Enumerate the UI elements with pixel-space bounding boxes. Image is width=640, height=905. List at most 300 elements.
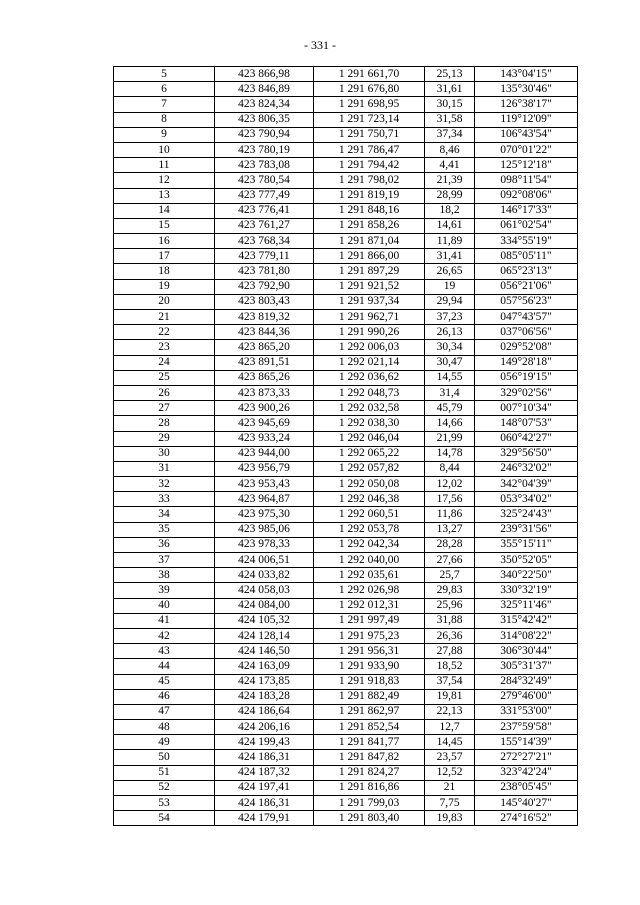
point-number-cell: 12 [114,173,215,188]
y-coordinate-cell: 1 292 050,08 [314,477,425,492]
length-cell: 28,99 [425,188,475,203]
x-coordinate-cell: 423 866,98 [215,67,314,82]
coordinates-table [113,66,578,826]
length-cell: 26,65 [425,264,475,279]
y-coordinate-cell: 1 292 032,58 [314,401,425,416]
y-coordinate-cell: 1 291 990,26 [314,325,425,340]
bearing-cell: 119°12'09" [475,112,578,127]
y-coordinate-cell: 1 291 862,97 [314,704,425,719]
x-coordinate-cell: 424 058,03 [215,583,314,598]
y-coordinate-cell: 1 292 060,51 [314,507,425,522]
x-coordinate-cell: 424 033,82 [215,568,314,583]
point-number-cell: 13 [114,188,215,203]
point-number-cell: 41 [114,613,215,628]
point-number-cell: 33 [114,492,215,507]
bearing-cell: 325°24'43" [475,507,578,522]
x-coordinate-cell: 423 777,49 [215,188,314,203]
y-coordinate-cell: 1 291 918,83 [314,674,425,689]
y-coordinate-cell: 1 292 042,34 [314,537,425,552]
table-row [114,370,578,385]
point-number-cell: 31 [114,461,215,476]
x-coordinate-cell: 423 944,00 [215,446,314,461]
table-row [114,294,578,309]
bearing-cell: 125°12'18" [475,158,578,173]
point-number-cell: 18 [114,264,215,279]
length-cell: 26,13 [425,325,475,340]
point-number-cell: 20 [114,294,215,309]
y-coordinate-cell: 1 291 997,49 [314,613,425,628]
length-cell: 31,58 [425,112,475,127]
point-number-cell: 9 [114,127,215,142]
x-coordinate-cell: 423 945,69 [215,416,314,431]
table-row [114,401,578,416]
y-coordinate-cell: 1 291 933,90 [314,659,425,674]
y-coordinate-cell: 1 291 799,03 [314,796,425,811]
table-row [114,628,578,643]
x-coordinate-cell: 424 006,51 [215,553,314,568]
y-coordinate-cell: 1 292 036,62 [314,370,425,385]
y-coordinate-cell: 1 291 852,54 [314,720,425,735]
length-cell: 25,96 [425,598,475,613]
x-coordinate-cell: 423 900,26 [215,401,314,416]
x-coordinate-cell: 423 985,06 [215,522,314,537]
length-cell: 8,46 [425,142,475,157]
x-coordinate-cell: 423 865,20 [215,340,314,355]
table-row [114,249,578,264]
bearing-cell: 342°04'39" [475,477,578,492]
x-coordinate-cell: 423 819,32 [215,310,314,325]
x-coordinate-cell: 423 824,34 [215,97,314,112]
x-coordinate-cell: 423 865,26 [215,370,314,385]
length-cell: 31,61 [425,82,475,97]
y-coordinate-cell: 1 291 897,29 [314,264,425,279]
length-cell: 29,94 [425,294,475,309]
x-coordinate-cell: 423 780,19 [215,142,314,157]
coordinates-table-body [114,67,578,826]
table-row [114,598,578,613]
y-coordinate-cell: 1 291 750,71 [314,127,425,142]
point-number-cell: 52 [114,780,215,795]
point-number-cell: 47 [114,704,215,719]
bearing-cell: 106°43'54" [475,127,578,142]
length-cell: 30,47 [425,355,475,370]
x-coordinate-cell: 424 173,85 [215,674,314,689]
point-number-cell: 36 [114,537,215,552]
table-row [114,765,578,780]
length-cell: 11,86 [425,507,475,522]
y-coordinate-cell: 1 291 882,49 [314,689,425,704]
y-coordinate-cell: 1 291 921,52 [314,279,425,294]
table-row [114,310,578,325]
table-row [114,492,578,507]
point-number-cell: 24 [114,355,215,370]
table-row [114,67,578,82]
point-number-cell: 8 [114,112,215,127]
table-row [114,173,578,188]
length-cell: 4,41 [425,158,475,173]
x-coordinate-cell: 424 197,41 [215,780,314,795]
table-row [114,811,578,826]
y-coordinate-cell: 1 292 021,14 [314,355,425,370]
y-coordinate-cell: 1 292 006,03 [314,340,425,355]
y-coordinate-cell: 1 291 975,23 [314,628,425,643]
x-coordinate-cell: 423 964,87 [215,492,314,507]
y-coordinate-cell: 1 291 676,80 [314,82,425,97]
x-coordinate-cell: 423 975,30 [215,507,314,522]
bearing-cell: 092°08'06" [475,188,578,203]
length-cell: 37,54 [425,674,475,689]
y-coordinate-cell: 1 292 048,73 [314,385,425,400]
x-coordinate-cell: 424 179,91 [215,811,314,826]
table-row [114,340,578,355]
table-row [114,780,578,795]
length-cell: 19,83 [425,811,475,826]
bearing-cell: 056°19'15" [475,370,578,385]
point-number-cell: 46 [114,689,215,704]
bearing-cell: 070°01'22" [475,142,578,157]
bearing-cell: 279°46'00" [475,689,578,704]
length-cell: 31,4 [425,385,475,400]
x-coordinate-cell: 423 780,54 [215,173,314,188]
y-coordinate-cell: 1 292 038,30 [314,416,425,431]
y-coordinate-cell: 1 291 816,86 [314,780,425,795]
bearing-cell: 334°55'19" [475,234,578,249]
point-number-cell: 14 [114,203,215,218]
x-coordinate-cell: 423 781,80 [215,264,314,279]
table-row [114,720,578,735]
bearing-cell: 331°53'00" [475,704,578,719]
y-coordinate-cell: 1 292 057,82 [314,461,425,476]
length-cell: 37,23 [425,310,475,325]
bearing-cell: 329°56'50" [475,446,578,461]
length-cell: 26,36 [425,628,475,643]
y-coordinate-cell: 1 292 012,31 [314,598,425,613]
bearing-cell: 284°32'49" [475,674,578,689]
y-coordinate-cell: 1 291 661,70 [314,67,425,82]
bearing-cell: 056°21'06" [475,279,578,294]
length-cell: 8,44 [425,461,475,476]
length-cell: 25,7 [425,568,475,583]
x-coordinate-cell: 424 084,00 [215,598,314,613]
table-row [114,796,578,811]
x-coordinate-cell: 423 768,34 [215,234,314,249]
y-coordinate-cell: 1 291 794,42 [314,158,425,173]
table-row [114,644,578,659]
y-coordinate-cell: 1 291 841,77 [314,735,425,750]
x-coordinate-cell: 423 761,27 [215,218,314,233]
point-number-cell: 29 [114,431,215,446]
table-row [114,218,578,233]
point-number-cell: 7 [114,97,215,112]
point-number-cell: 23 [114,340,215,355]
point-number-cell: 42 [114,628,215,643]
table-row [114,613,578,628]
bearing-cell: 047°43'57" [475,310,578,325]
x-coordinate-cell: 424 186,64 [215,704,314,719]
length-cell: 14,78 [425,446,475,461]
table-row [114,416,578,431]
point-number-cell: 22 [114,325,215,340]
table-row [114,704,578,719]
bearing-cell: 272°27'21" [475,750,578,765]
length-cell: 12,52 [425,765,475,780]
bearing-cell: 246°32'02" [475,461,578,476]
point-number-cell: 37 [114,553,215,568]
table-row [114,553,578,568]
length-cell: 14,45 [425,735,475,750]
bearing-cell: 325°11'46" [475,598,578,613]
x-coordinate-cell: 424 199,43 [215,735,314,750]
table-row [114,203,578,218]
y-coordinate-cell: 1 291 956,31 [314,644,425,659]
bearing-cell: 239°31'56" [475,522,578,537]
table-row [114,507,578,522]
point-number-cell: 34 [114,507,215,522]
y-coordinate-cell: 1 291 803,40 [314,811,425,826]
bearing-cell: 145°40'27" [475,796,578,811]
y-coordinate-cell: 1 291 866,00 [314,249,425,264]
length-cell: 31,88 [425,613,475,628]
y-coordinate-cell: 1 292 046,38 [314,492,425,507]
x-coordinate-cell: 423 953,43 [215,477,314,492]
point-number-cell: 5 [114,67,215,82]
bearing-cell: 340°22'50" [475,568,578,583]
length-cell: 14,66 [425,416,475,431]
x-coordinate-cell: 423 803,43 [215,294,314,309]
bearing-cell: 029°52'08" [475,340,578,355]
point-number-cell: 32 [114,477,215,492]
y-coordinate-cell: 1 291 824,27 [314,765,425,780]
bearing-cell: 306°30'44" [475,644,578,659]
length-cell: 14,61 [425,218,475,233]
x-coordinate-cell: 423 790,94 [215,127,314,142]
length-cell: 14,55 [425,370,475,385]
table-row [114,461,578,476]
point-number-cell: 25 [114,370,215,385]
length-cell: 19 [425,279,475,294]
table-row [114,522,578,537]
point-number-cell: 51 [114,765,215,780]
point-number-cell: 54 [114,811,215,826]
bearing-cell: 053°34'02" [475,492,578,507]
point-number-cell: 19 [114,279,215,294]
x-coordinate-cell: 424 128,14 [215,628,314,643]
point-number-cell: 17 [114,249,215,264]
table-row [114,750,578,765]
y-coordinate-cell: 1 291 871,04 [314,234,425,249]
bearing-cell: 037°06'56" [475,325,578,340]
length-cell: 12,02 [425,477,475,492]
length-cell: 7,75 [425,796,475,811]
length-cell: 37,34 [425,127,475,142]
point-number-cell: 10 [114,142,215,157]
bearing-cell: 065°23'13" [475,264,578,279]
table-row [114,325,578,340]
x-coordinate-cell: 423 956,79 [215,461,314,476]
y-coordinate-cell: 1 291 786,47 [314,142,425,157]
bearing-cell: 315°42'42" [475,613,578,628]
bearing-cell: 314°08'22" [475,628,578,643]
point-number-cell: 50 [114,750,215,765]
y-coordinate-cell: 1 292 035,61 [314,568,425,583]
table-row [114,477,578,492]
table-row [114,188,578,203]
length-cell: 31,41 [425,249,475,264]
bearing-cell: 126°38'17" [475,97,578,112]
length-cell: 21,99 [425,431,475,446]
y-coordinate-cell: 1 291 847,82 [314,750,425,765]
bearing-cell: 323°42'24" [475,765,578,780]
length-cell: 17,56 [425,492,475,507]
point-number-cell: 30 [114,446,215,461]
y-coordinate-cell: 1 291 858,26 [314,218,425,233]
point-number-cell: 53 [114,796,215,811]
bearing-cell: 060°42'27" [475,431,578,446]
table-row [114,112,578,127]
bearing-cell: 274°16'52" [475,811,578,826]
table-row [114,127,578,142]
length-cell: 28,28 [425,537,475,552]
y-coordinate-cell: 1 291 798,02 [314,173,425,188]
table-row [114,82,578,97]
point-number-cell: 48 [114,720,215,735]
table-row [114,355,578,370]
x-coordinate-cell: 424 186,31 [215,750,314,765]
y-coordinate-cell: 1 291 962,71 [314,310,425,325]
length-cell: 19,81 [425,689,475,704]
x-coordinate-cell: 423 806,35 [215,112,314,127]
length-cell: 22,13 [425,704,475,719]
x-coordinate-cell: 423 933,24 [215,431,314,446]
table-row [114,568,578,583]
table-row [114,279,578,294]
length-cell: 27,88 [425,644,475,659]
x-coordinate-cell: 423 978,33 [215,537,314,552]
x-coordinate-cell: 423 846,89 [215,82,314,97]
table-row [114,689,578,704]
length-cell: 29,83 [425,583,475,598]
x-coordinate-cell: 423 779,11 [215,249,314,264]
x-coordinate-cell: 423 783,08 [215,158,314,173]
x-coordinate-cell: 423 792,90 [215,279,314,294]
x-coordinate-cell: 424 163,09 [215,659,314,674]
y-coordinate-cell: 1 292 040,00 [314,553,425,568]
table-row [114,142,578,157]
page-number: - 331 - [304,38,336,52]
length-cell: 12,7 [425,720,475,735]
bearing-cell: 007°10'34" [475,401,578,416]
x-coordinate-cell: 424 187,32 [215,765,314,780]
point-number-cell: 49 [114,735,215,750]
length-cell: 45,79 [425,401,475,416]
table-row [114,446,578,461]
y-coordinate-cell: 1 292 065,22 [314,446,425,461]
y-coordinate-cell: 1 291 698,95 [314,97,425,112]
point-number-cell: 35 [114,522,215,537]
y-coordinate-cell: 1 292 053,78 [314,522,425,537]
y-coordinate-cell: 1 292 026,98 [314,583,425,598]
bearing-cell: 329°02'56" [475,385,578,400]
point-number-cell: 11 [114,158,215,173]
bearing-cell: 135°30'46" [475,82,578,97]
x-coordinate-cell: 424 146,50 [215,644,314,659]
length-cell: 11,89 [425,234,475,249]
length-cell: 18,2 [425,203,475,218]
point-number-cell: 39 [114,583,215,598]
x-coordinate-cell: 424 206,16 [215,720,314,735]
table-row [114,97,578,112]
table-row [114,583,578,598]
table-row [114,385,578,400]
point-number-cell: 21 [114,310,215,325]
y-coordinate-cell: 1 292 046,04 [314,431,425,446]
table-row [114,264,578,279]
bearing-cell: 305°31'37" [475,659,578,674]
y-coordinate-cell: 1 291 937,34 [314,294,425,309]
bearing-cell: 148°07'53" [475,416,578,431]
bearing-cell: 061°02'54" [475,218,578,233]
bearing-cell: 330°32'19" [475,583,578,598]
x-coordinate-cell: 423 776,41 [215,203,314,218]
bearing-cell: 238°05'45" [475,780,578,795]
table-row [114,431,578,446]
point-number-cell: 26 [114,385,215,400]
y-coordinate-cell: 1 291 723,14 [314,112,425,127]
x-coordinate-cell: 424 186,31 [215,796,314,811]
bearing-cell: 350°52'05" [475,553,578,568]
point-number-cell: 40 [114,598,215,613]
bearing-cell: 098°11'54" [475,173,578,188]
table-row [114,234,578,249]
length-cell: 25,13 [425,67,475,82]
bearing-cell: 143°04'15" [475,67,578,82]
length-cell: 18,52 [425,659,475,674]
point-number-cell: 16 [114,234,215,249]
point-number-cell: 6 [114,82,215,97]
point-number-cell: 45 [114,674,215,689]
bearing-cell: 237°59'58" [475,720,578,735]
table-row [114,537,578,552]
length-cell: 21 [425,780,475,795]
x-coordinate-cell: 423 891,51 [215,355,314,370]
length-cell: 30,15 [425,97,475,112]
y-coordinate-cell: 1 291 848,16 [314,203,425,218]
table-row [114,674,578,689]
table-row [114,158,578,173]
length-cell: 27,66 [425,553,475,568]
x-coordinate-cell: 424 105,32 [215,613,314,628]
table-row [114,735,578,750]
bearing-cell: 057°56'23" [475,294,578,309]
bearing-cell: 085°05'11" [475,249,578,264]
x-coordinate-cell: 423 844,36 [215,325,314,340]
length-cell: 13,27 [425,522,475,537]
bearing-cell: 155°14'39" [475,735,578,750]
length-cell: 30,34 [425,340,475,355]
length-cell: 23,57 [425,750,475,765]
point-number-cell: 38 [114,568,215,583]
x-coordinate-cell: 423 873,33 [215,385,314,400]
y-coordinate-cell: 1 291 819,19 [314,188,425,203]
point-number-cell: 27 [114,401,215,416]
bearing-cell: 146°17'33" [475,203,578,218]
bearing-cell: 355°15'11" [475,537,578,552]
point-number-cell: 43 [114,644,215,659]
bearing-cell: 149°28'18" [475,355,578,370]
point-number-cell: 15 [114,218,215,233]
point-number-cell: 44 [114,659,215,674]
x-coordinate-cell: 424 183,28 [215,689,314,704]
